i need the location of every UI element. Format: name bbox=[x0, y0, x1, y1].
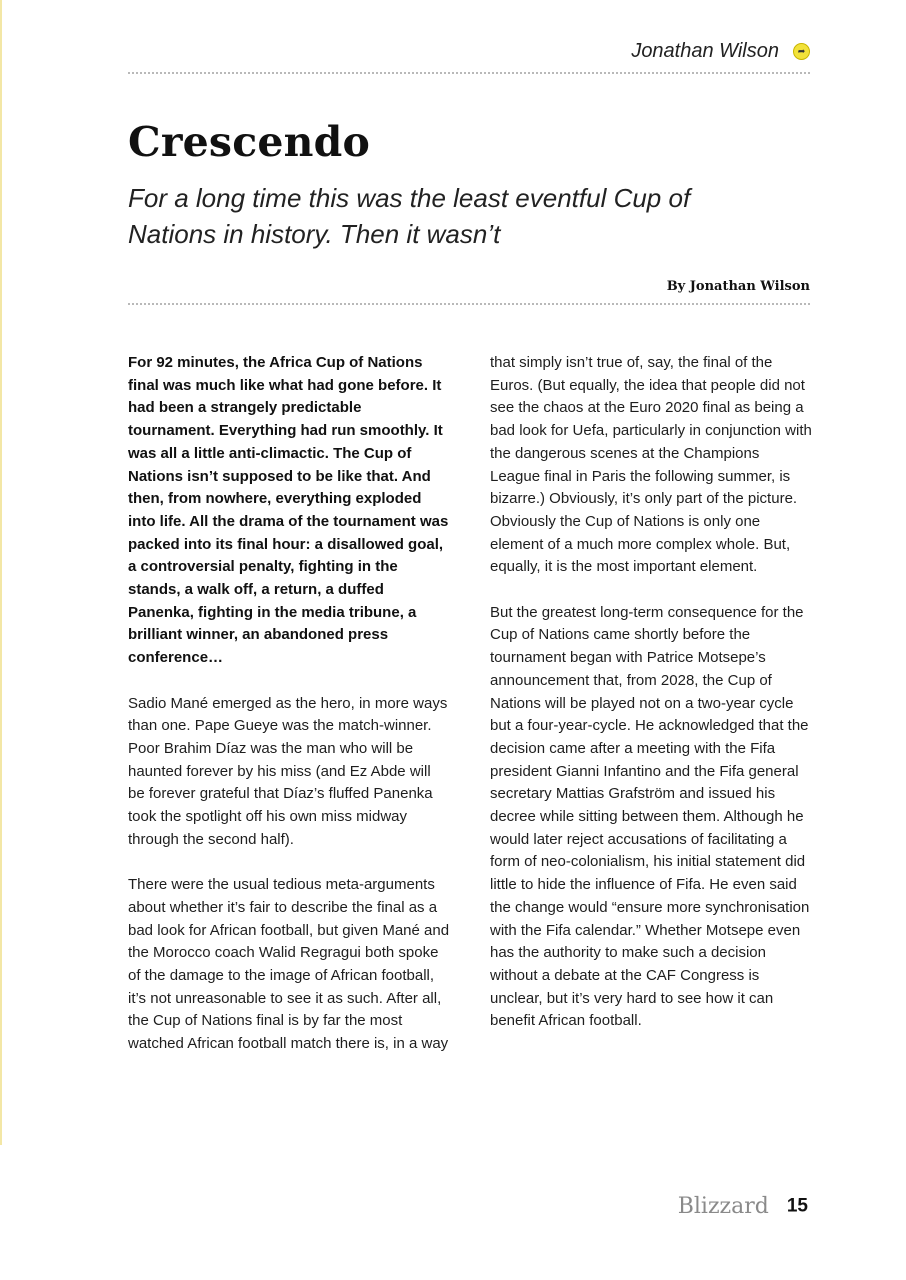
byline-divider bbox=[128, 303, 810, 305]
body-paragraph: Sadio Mané emerged as the hero, in more ways than one. Pape Gueye was the match-winner. Poor Brahim Díaz was the man who will be haunted forever by his miss (and Ez Abde will be forever grateful that Díaz’s fluffed Panenka took the spotlight off his own miss midway through the second half). bbox=[128, 694, 448, 848]
page-number: 15 bbox=[786, 1195, 808, 1217]
article-title: Crescendo bbox=[128, 118, 371, 166]
article-standfirst: For a long time this was the least eventful Cup of Nations in history. Then it wasn’t bbox=[128, 183, 691, 249]
header-author: Jonathan Wilson bbox=[631, 40, 779, 62]
page-edge-rule bbox=[0, 0, 2, 1145]
magazine-name: Blizzard bbox=[677, 1194, 769, 1219]
page-footer bbox=[678, 1194, 808, 1224]
body-paragraph: But the greatest long-term consequence for the Cup of Nations came shortly before the tournament began with Patrice Motsepe’s announcement that, from 2028, the Cup of Nations will be played not on a two-year cycle but a four-year-cycle. He acknowledged that the decision came after a meeting with the Fifa president Gianni Infantino and the Fifa general secretary Mattias Grafström and issued his decree while sitting between them. Although he would later reject accusations of facilitating a form of neo-colonialism, his initial statement did little to hide the influence of Fifa. He even said the change would “ensure more synchronisation with the Fifa calendar.” Whether Motsepe even has the authority to make such a decision without a debate at the CAF Congress is unclear, but it’s very hard to see how it can benefit African football. bbox=[490, 603, 810, 1030]
arrow-circle-icon: ➦ bbox=[793, 43, 810, 60]
body-paragraph: that simply isn’t true of, say, the final of the Euros. (But equally, the idea that people did not see the chaos at the Euro 2020 final as being a bad look for Uefa, particularly in conjunction with the dangerous scenes at the Champions League final in Paris the following summer, is bizarre.) Obviously, it’s only part of the picture. Obviously the Cup of Nations is only one element of a much more complex whole. But, equally, it is the most important element. bbox=[490, 354, 812, 576]
body-paragraph: There were the usual tedious meta-arguments about whether it’s fair to describe the final as a bad look for African football, but given Mané and the Morocco coach Walid Regragui both spoke of the damage to the image of African football, it’s not unreasonable to see it as such. After all, the Cup of Nations final is by far the most watched African football match there is, in a way bbox=[128, 876, 450, 1053]
lead-paragraph: For 92 minutes, the Africa Cup of Nations final was much like what had gone before. It had been a strangely predictable tournament. Everything had run smoothly. It was all a little anti-climactic. The Cup of Nations isn’t supposed to be like that. And then, from nowhere, everything exploded into life. All the drama of the tournament was packed into its final hour: a disallowed goal, a controversial penalty, fighting in the stands, a walk off, a return, a duffed Panenka, fighting in the media tribune, a brilliant winner, an abandoned press conference… bbox=[128, 354, 449, 667]
left-column bbox=[128, 352, 450, 1078]
article-byline: By Jonathan Wilson bbox=[666, 279, 810, 294]
header-divider bbox=[128, 72, 810, 74]
right-column bbox=[490, 352, 812, 1056]
running-header bbox=[128, 40, 810, 70]
